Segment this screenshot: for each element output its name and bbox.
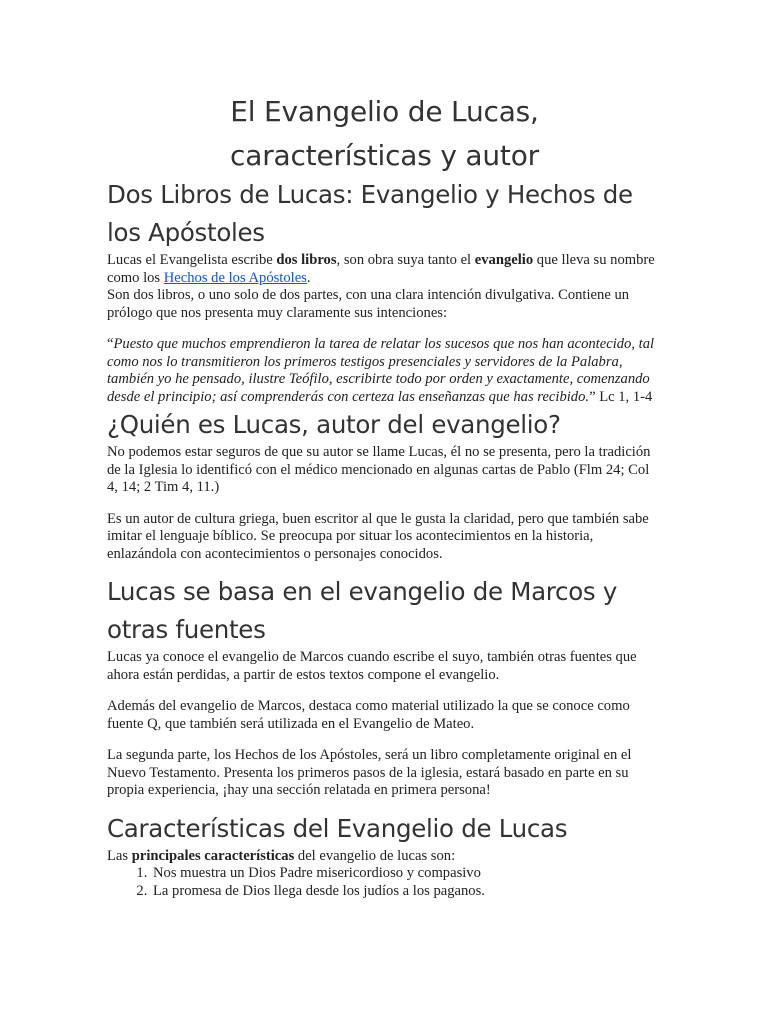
text-run: que lleva su nombre como los bbox=[107, 252, 655, 286]
section-who-is-lucas bbox=[107, 406, 662, 563]
text-run: del evangelio de lucas son: bbox=[294, 847, 456, 864]
section-heading-characteristics: Características del Evangelio de Lucas bbox=[107, 813, 568, 843]
section-heading-two-books: Dos Libros de Lucas: Evangelio y Hechos de los Apóstoles bbox=[107, 180, 633, 247]
section-two-books bbox=[107, 176, 662, 406]
paragraph-author-culture: Es un autor de cultura griega, buen escritor al que le gusta la claridad, pero que también sabe imitar el lenguaje bíblico. Se preocupa por situar los acontecimientos en la historia, enlazándola con acontecimientos o personajes conocidos. bbox=[107, 510, 649, 562]
list-item: 2. La promesa de Dios llega desde los judíos a los paganos. bbox=[151, 883, 662, 901]
paragraph-prologue-quote bbox=[107, 336, 662, 406]
document-title-line-1: El Evangelio de Lucas, bbox=[230, 95, 539, 128]
paragraph-two-books-purpose: Son dos libros, o uno solo de dos partes, con una clara intención divulgativa. Contiene un prólogo que nos presenta muy claramente sus intenciones: bbox=[107, 287, 630, 321]
document-title-line-2: características y autor bbox=[230, 139, 539, 172]
paragraph-sources-hechos: La segunda parte, los Hechos de los Apóstoles, será un libro completamente original en el Nuevo Testamento. Presenta los primeros pasos de la iglesia, estará basado en parte en su propia experiencia, ¡hay una sección relatada en primera persona! bbox=[107, 747, 632, 798]
text-run: Lucas el Evangelista escribe bbox=[107, 252, 277, 268]
quote-close-mark: ” bbox=[589, 388, 596, 405]
list-item: 1. Nos muestra un Dios Padre misericordioso y compasivo bbox=[151, 865, 662, 883]
section-characteristics bbox=[107, 810, 662, 901]
quote-text: Puesto que muchos emprendieron la tarea de relatar los sucesos que nos han acontecido, tal como nos lo transmitieron los primeros testigos presenciales y servidores de la Palabra, también yo he pensado, ilustre Teófilo, escribirte todo por orden y exactamente, comenzando desde el principio; así comprenderás con certeza las enseñanzas que has recibido. bbox=[107, 336, 655, 405]
bold-text-dos-libros: dos libros bbox=[276, 252, 337, 268]
quote-open-mark: “ bbox=[107, 336, 114, 352]
document-page bbox=[107, 90, 662, 900]
text-run: Las bbox=[107, 847, 132, 864]
text-run: , son obra suya tanto el bbox=[336, 252, 475, 268]
link-hechos-de-los-apostoles[interactable]: Hechos de los Apóstoles bbox=[163, 269, 307, 286]
characteristics-list bbox=[107, 865, 662, 900]
bold-text-principales: principales características bbox=[131, 847, 295, 864]
paragraph-sources-marcos: Lucas ya conoce el evangelio de Marcos cuando escribe el suyo, también otras fuentes que ahora están perdidas, a partir de estos textos compone el evangelio. bbox=[107, 649, 637, 683]
bold-text-evangelio: evangelio bbox=[474, 252, 534, 268]
paragraph-sources-q: Además del evangelio de Marcos, destaca como material utilizado la que se conoce como fuente Q, que también será utilizada en el Evangelio de Mateo. bbox=[107, 698, 630, 732]
document-title bbox=[107, 90, 662, 178]
section-sources bbox=[107, 573, 662, 800]
paragraph-two-books-intro bbox=[107, 252, 662, 287]
section-heading-sources: Lucas se basa en el evangelio de Marcos y otras fuentes bbox=[107, 577, 618, 644]
quote-reference: Lc 1, 1-4 bbox=[595, 388, 653, 405]
paragraph-characteristics-intro bbox=[107, 848, 662, 866]
text-run: . bbox=[306, 269, 311, 286]
section-heading-who-is-lucas: ¿Quién es Lucas, autor del evangelio? bbox=[107, 410, 561, 439]
paragraph-author-identity: No podemos estar seguros de que su autor se llame Lucas, él no se presenta, pero la tradición de la Iglesia lo identificó con el médico mencionado en algunas cartas de Pablo (Flm 24; Col 4, 14; 2 Tim 4, 11.) bbox=[107, 444, 651, 495]
